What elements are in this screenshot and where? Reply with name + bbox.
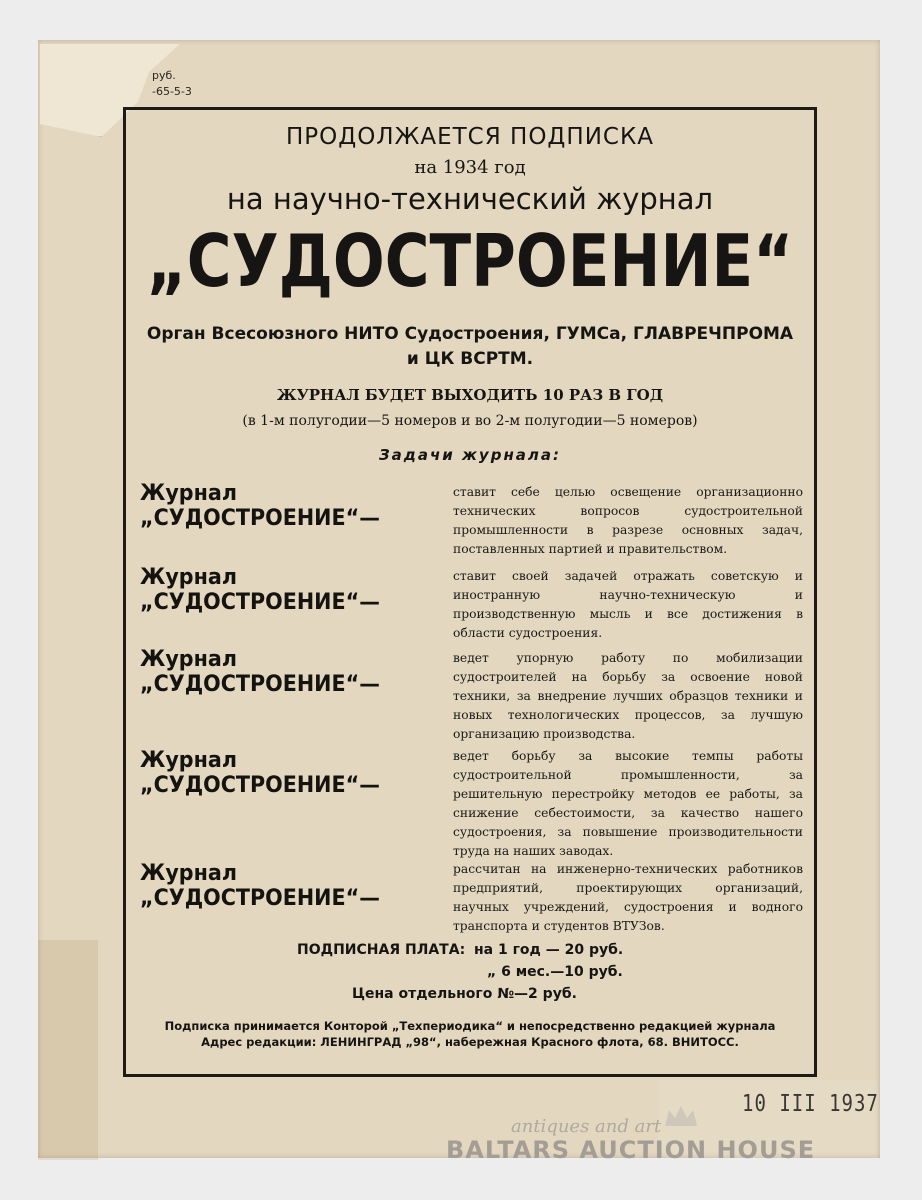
corner-note: [152, 68, 192, 100]
crown-watermark-icon: [661, 1102, 701, 1130]
corner-note-line1: руб.: [152, 69, 176, 82]
row-label: Журнал „СУДОСТРОЕНИЕ“—: [140, 481, 380, 531]
journal-title: „СУДОСТРОЕНИЕ“: [146, 220, 794, 304]
single-issue-price: Цена отдельного №—2 руб.: [352, 986, 577, 1002]
frequency-line: ЖУРНАЛ БУДЕТ ВЫХОДИТЬ 10 РАЗ В ГОД: [276, 386, 664, 404]
row-text: ведет борьбу за высокие темпы работы судостроительной промышленности, за решительную перестройку методов ее работы, за снижение себестоимости, за качество нашего судостроения, за повышение производительности труда на наших заводах.: [453, 749, 803, 858]
frequency-note: (в 1-м полугодии—5 номеров и во 2-м полугодии—5 номеров): [242, 413, 698, 429]
footer-line1: Подписка принимается Конторой „Техпериодика“ и непосредственно редакцией журнала: [164, 1019, 776, 1033]
watermark-tagline: antiques and art: [511, 1116, 662, 1137]
organ-line1: Орган Всесоюзного НИТО Судостроения, ГУМСа, ГЛАВРЕЧПРОМА: [146, 324, 794, 344]
paper-stain: [38, 940, 98, 1160]
fee-year: на 1 год — 20 руб.: [474, 942, 624, 958]
row-label: Журнал „СУДОСТРОЕНИЕ“—: [140, 748, 380, 798]
corner-note-line2: -65-5-3: [152, 85, 192, 98]
fee-half-year: „ 6 мес.—10 руб.: [487, 964, 623, 980]
row-label: Журнал „СУДОСТРОЕНИЕ“—: [140, 647, 380, 697]
footer-line2: Адрес редакции: ЛЕНИНГРАД „98“, набережная Красного флота, 68. ВНИТОСС.: [201, 1035, 739, 1049]
row-text: ставит своей задачей отражать советскую и иностранную научно-техническую и производственную мысль и все достижения в области судостроения.: [453, 569, 803, 640]
row-label: Журнал „СУДОСТРОЕНИЕ“—: [140, 565, 380, 615]
fee-label: ПОДПИСНАЯ ПЛАТА:: [297, 942, 466, 958]
row-text: ведет упорную работу по мобилизации судостроителей на борьбу за освоение новой техники, за внедрение лучших образцов техники и новых технологических процессов, за лучшую организацию производства.: [453, 651, 803, 741]
row-label: Журнал „СУДОСТРОЕНИЕ“—: [140, 861, 380, 911]
row-text: рассчитан на инженерно-технических работников предприятий, проектирующих организаций, научных учреждений, судостроения и водного транспорта и студентов ВТУЗов.: [453, 862, 803, 933]
journal-type-line: на научно-технический журнал: [226, 182, 714, 216]
organ-line2: и ЦК ВСРТМ.: [406, 349, 534, 369]
date-stamp: 10 III 1937: [742, 1090, 879, 1118]
organ-line: [123, 322, 817, 372]
tasks-heading: Задачи журнала:: [378, 446, 562, 464]
footer: [123, 1018, 817, 1050]
year-line: на 1934 год: [414, 157, 526, 178]
subscription-heading: ПРОДОЛЖАЕТСЯ ПОДПИСКА: [285, 124, 655, 150]
watermark-brand: BALTARS AUCTION HOUSE: [446, 1136, 816, 1164]
row-text: ставит себе целью освещение организационно технических вопросов судостроительной промышленности в разрезе основных задач, поставленных партией и правительством.: [453, 485, 803, 556]
